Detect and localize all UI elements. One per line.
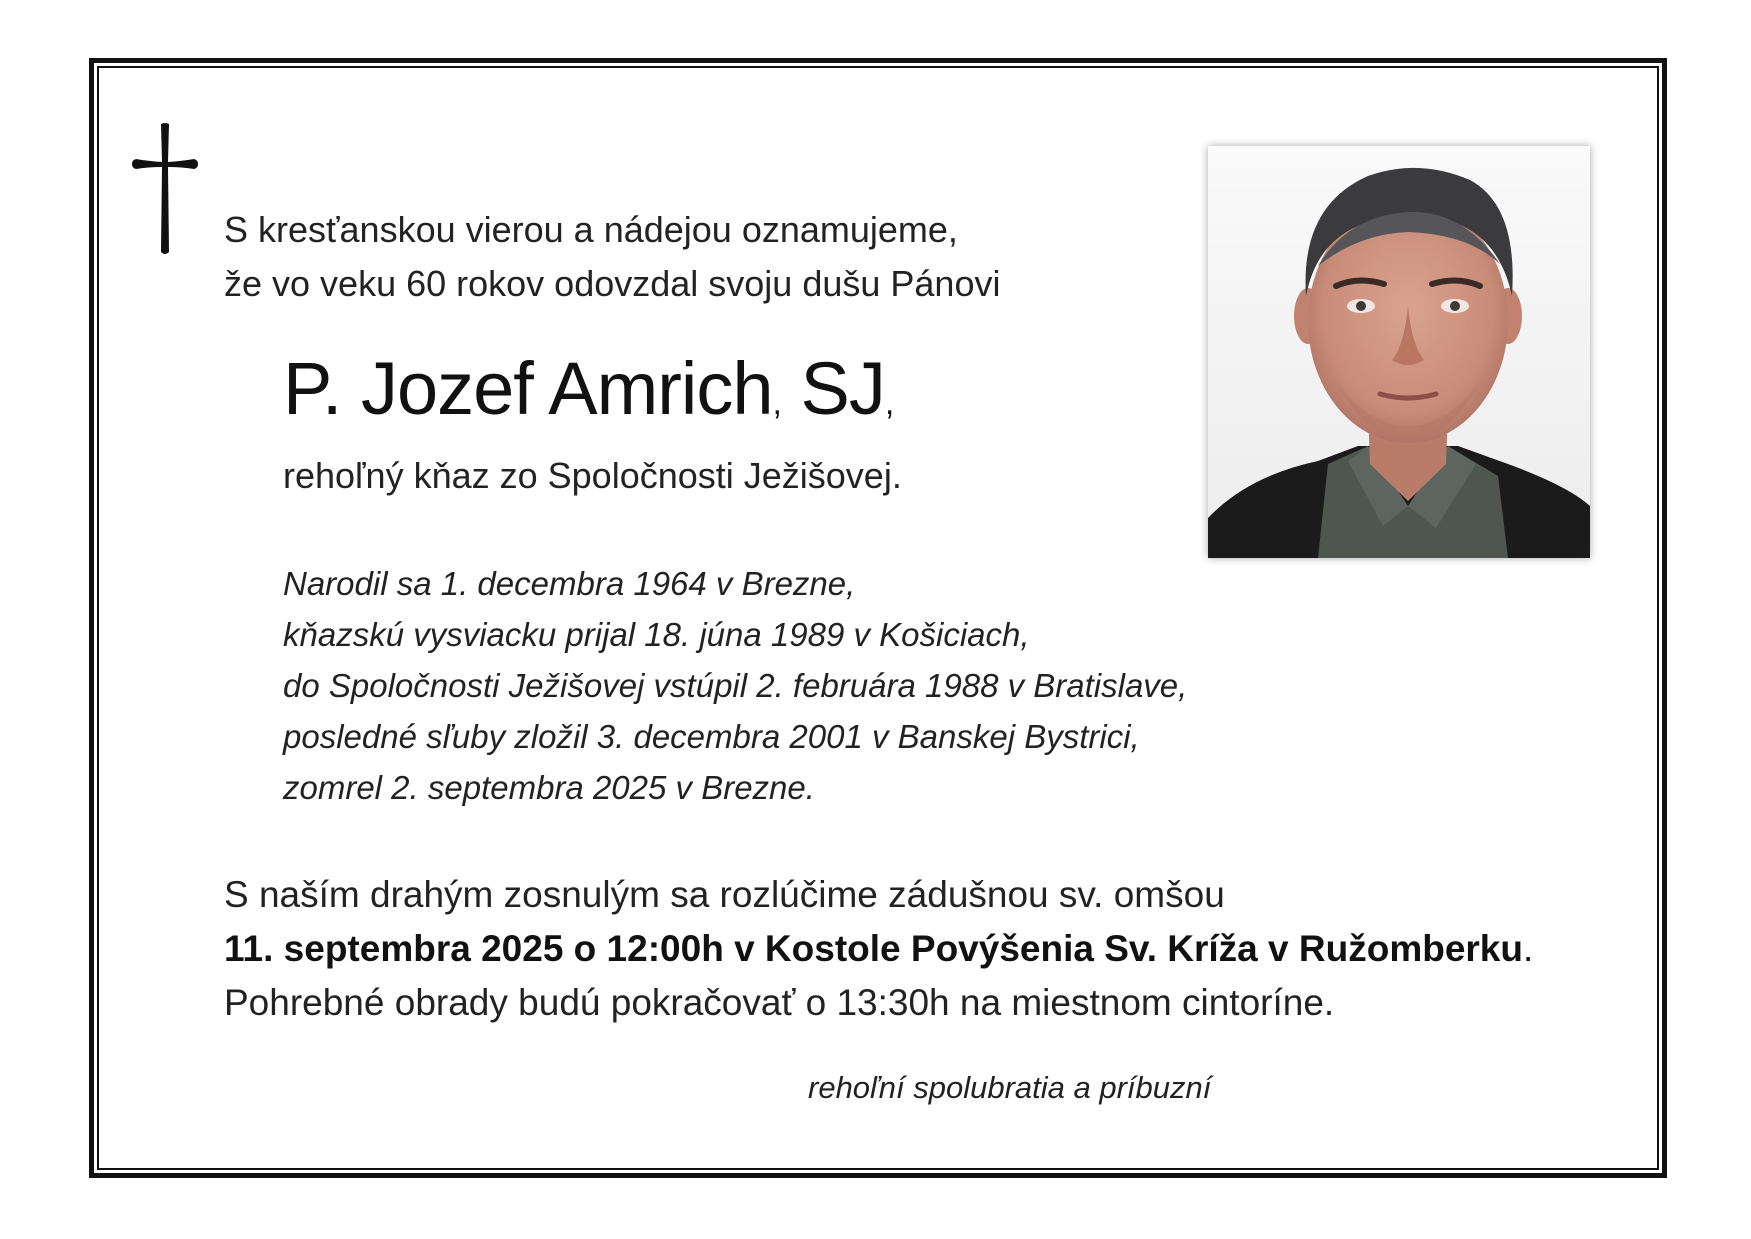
funeral-line-3: Pohrebné obrady budú pokračovať o 13:30h na miestnom cintoríne. xyxy=(224,982,1335,1023)
intro-line-2: že vo veku 60 rokov odovzdal svoju dušu Pánovi xyxy=(224,263,1001,304)
bio-line: posledné sľuby zložil 3. decembra 2001 v Banskej Bystrici, xyxy=(283,718,1140,755)
bio-line: kňazskú vysviacku prijal 18. júna 1989 v Košiciach, xyxy=(283,616,1030,653)
order-comma: , xyxy=(884,384,894,422)
funeral-line-1: S naším drahým zosnulým sa rozlúčime zádušnou sv. omšou xyxy=(224,874,1225,915)
funeral-date-place-bold: 11. septembra 2025 o 12:00h v Kostole Povýšenia Sv. Kríža v Ružomberku xyxy=(224,928,1523,969)
bio-line: do Spoločnosti Ježišovej vstúpil 2. februára 1988 v Bratislave, xyxy=(283,667,1188,704)
name-comma: , xyxy=(772,384,781,422)
cross-icon xyxy=(130,122,200,258)
signature: rehoľní spolubratia a príbuzní xyxy=(808,1070,1212,1105)
bio-line: Narodil sa 1. decembra 1964 v Brezne, xyxy=(283,565,856,602)
funeral-date-place xyxy=(224,930,1533,967)
order-suffix: SJ xyxy=(780,347,885,430)
deceased-name: P. Jozef Amrich xyxy=(283,347,773,430)
portrait-photo xyxy=(1208,146,1590,558)
deceased-name-line xyxy=(283,347,894,430)
funeral-date-place-end: . xyxy=(1522,928,1534,969)
role-description: rehoľný kňaz zo Spoločnosti Ježišovej. xyxy=(283,455,902,496)
intro-line-1: S kresťanskou vierou a nádejou oznamujeme, xyxy=(224,209,958,250)
bio-line: zomrel 2. septembra 2025 v Brezne. xyxy=(283,769,815,806)
